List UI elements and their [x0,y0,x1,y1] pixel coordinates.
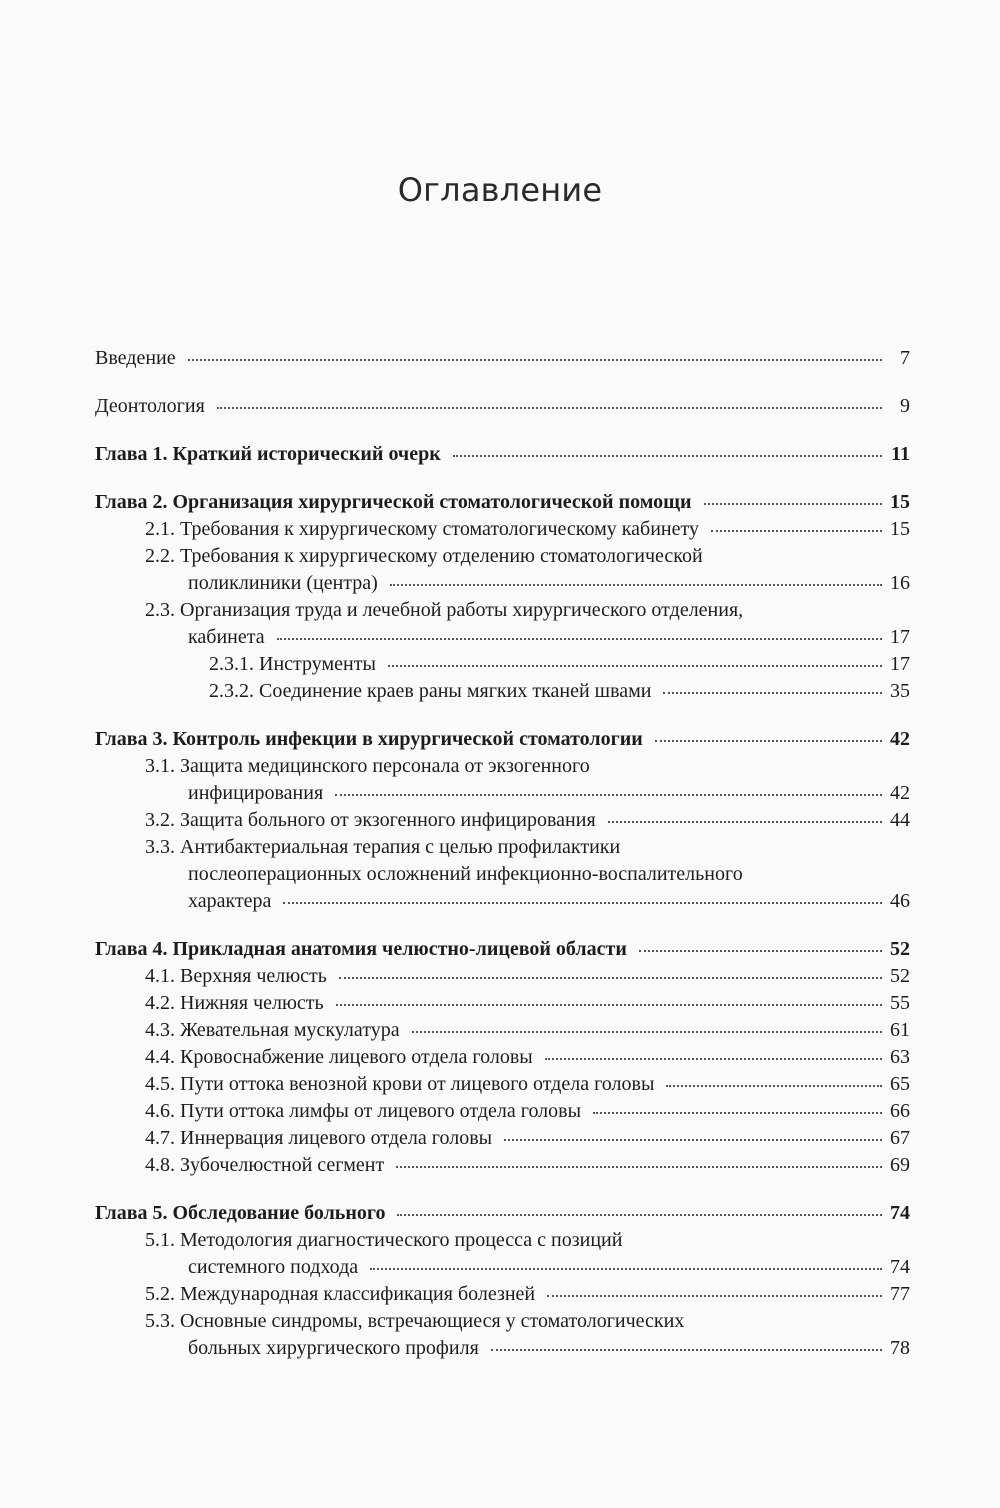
dot-leader [704,497,883,505]
toc-entry-line [145,624,910,651]
toc-entry-title: Глава 1. Краткий исторический очерк [95,443,441,465]
toc-entry-title: 4.7. Иннервация лицевого отдела головы [145,1127,493,1149]
toc-entry-title: 2.3. Организация труда и лечебной работы хирургического отделения, [145,599,744,621]
toc-entry-title: 4.4. Кровоснабжение лицевого отдела головы [145,1046,533,1068]
toc-entry-line [209,651,910,678]
dot-leader [390,578,882,586]
toc-entry-line [145,597,910,624]
toc-page-number: 44 [890,809,910,831]
toc-page-number: 15 [890,491,910,513]
table-of-contents [95,345,910,1362]
toc-page-number: 52 [890,965,910,987]
toc-entry-line [95,489,910,516]
toc-entry-title: Деонтология [95,395,205,417]
toc-entry-title: системного подхода [188,1256,359,1278]
toc-entry-title: Введение [95,347,176,369]
toc-entry [95,1044,910,1071]
toc-entry-line [145,1152,910,1179]
toc-entry-line [209,678,910,705]
toc-entry-line [145,990,910,1017]
toc-entry-line [145,1071,910,1098]
dot-leader [655,734,882,742]
toc-entry-line [95,345,910,372]
toc-entry-line [145,570,910,597]
toc-entry-title: 4.1. Верхняя челюсть [145,965,327,987]
toc-entry-title: 5.2. Международная классификация болезней [145,1283,536,1305]
toc-page-number: 61 [890,1019,910,1041]
toc-entry-line [145,1254,910,1281]
toc-page-number: 69 [890,1154,910,1176]
toc-entry-line [145,861,910,888]
toc-page-number: 74 [890,1202,910,1224]
toc-page-number: 17 [890,626,910,648]
dot-leader [504,1133,882,1141]
dot-leader [388,659,882,667]
dot-leader [370,1262,882,1270]
toc-entry-line [145,753,910,780]
toc-entry-line [145,1227,910,1254]
toc-entry [95,1098,910,1125]
toc-entry [95,1071,910,1098]
toc-entry-title: 4.2. Нижняя челюсть [145,992,324,1014]
toc-entry [95,1308,910,1362]
dot-leader [188,353,882,361]
dot-leader [639,944,882,952]
toc-entry-line [95,393,910,420]
toc-page-number: 16 [890,572,910,594]
toc-page-number: 17 [890,653,910,675]
toc-entry-title: 3.2. Защита больного от экзогенного инфицирования [145,809,596,831]
dot-leader [397,1208,882,1216]
toc-entry-title: больных хирургического профиля [188,1337,479,1359]
toc-page-number: 63 [890,1046,910,1068]
toc-entry-title: Глава 3. Контроль инфекции в хирургической стоматологии [95,728,643,750]
toc-entry [95,543,910,597]
toc-page-number: 74 [890,1256,910,1278]
toc-entry-title: 2.2. Требования к хирургическому отделению стоматологической [145,545,703,567]
dot-leader [666,1079,882,1087]
dot-leader [336,998,882,1006]
toc-entry-line [145,807,910,834]
toc-entry-line [145,1044,910,1071]
toc-entry-title: 2.3.2. Соединение краев раны мягких тканей швами [209,680,652,702]
toc-entry-title: 2.1. Требования к хирургическому стоматологическому кабинету [145,518,699,540]
toc-entry [95,1017,910,1044]
toc-entry-title: поликлиники (центра) [188,572,378,594]
toc-entry-title: Глава 5. Обследование больного [95,1202,386,1224]
toc-chapter [95,441,910,468]
toc-page-number: 52 [890,938,910,960]
toc-entry [95,651,910,678]
toc-entry-title: послеоперационных осложнений инфекционно-воспалительного [188,863,743,885]
toc-entry [95,516,910,543]
dot-leader [339,971,882,979]
dot-leader [547,1289,882,1297]
toc-entry-line [95,936,910,963]
toc-page-number: 55 [890,992,910,1014]
dot-leader [663,686,882,694]
toc-entry-line [95,726,910,753]
toc-page-number: 66 [890,1100,910,1122]
dot-leader [711,524,882,532]
toc-entry [95,1227,910,1281]
toc-entry-line [145,1335,910,1362]
toc-page-number: 35 [890,680,910,702]
toc-entry-title: Глава 2. Организация хирургической стоматологической помощи [95,491,692,513]
toc-entry-title: 3.1. Защита медицинского персонала от экзогенного [145,755,590,777]
toc-page-number: 9 [900,395,910,417]
toc-entry-title: Глава 4. Прикладная анатомия челюстно-лицевой области [95,938,627,960]
toc-page-number: 42 [890,728,910,750]
toc-entry [95,807,910,834]
dot-leader [453,449,882,457]
toc-entry [95,345,910,372]
toc-entry [95,834,910,915]
toc-entry [95,393,910,420]
toc-entry [95,1152,910,1179]
dot-leader [217,401,882,409]
toc-entry [95,597,910,651]
toc-chapter [95,936,910,963]
toc-entry [95,990,910,1017]
toc-page-number: 67 [890,1127,910,1149]
toc-entry-title: 4.8. Зубочелюстной сегмент [145,1154,385,1176]
toc-entry-line [145,1308,910,1335]
toc-entry-line [145,1281,910,1308]
toc-entry [95,1281,910,1308]
toc-page-number: 15 [890,518,910,540]
dot-leader [608,815,882,823]
toc-entry-title: 5.3. Основные синдромы, встречающиеся у стоматологических [145,1310,685,1332]
dot-leader [593,1106,882,1114]
toc-entry-line [145,516,910,543]
dot-leader [396,1160,882,1168]
toc-entry [95,1125,910,1152]
toc-entry-title: кабинета [188,626,265,648]
toc-page-number: 11 [891,443,910,465]
toc-page-number: 46 [890,890,910,912]
toc-entry-line [145,1125,910,1152]
toc-entry-title: 2.3.1. Инструменты [209,653,376,675]
toc-entry [95,753,910,807]
toc-entry-title: 4.5. Пути оттока венозной крови от лицевого отдела головы [145,1073,655,1095]
toc-chapter [95,489,910,516]
dot-leader [335,788,882,796]
toc-entry-title: 5.1. Методология диагностического процесса с позиций [145,1229,623,1251]
toc-entry-title: 4.3. Жевательная мускулатура [145,1019,400,1041]
toc-entry-line [95,1200,910,1227]
dot-leader [491,1343,882,1351]
toc-entry-line [145,963,910,990]
toc-page-number: 77 [890,1283,910,1305]
toc-page-number: 42 [890,782,910,804]
toc-page-number: 78 [890,1337,910,1359]
toc-entry-line [145,543,910,570]
dot-leader [545,1052,882,1060]
dot-leader [277,632,882,640]
dot-leader [412,1025,882,1033]
toc-chapter [95,1200,910,1227]
toc-entry-line [145,834,910,861]
toc-entry-title: 3.3. Антибактериальная терапия с целью профилактики [145,836,621,858]
toc-entry [95,963,910,990]
toc-entry-line [145,1098,910,1125]
toc-entry-title: инфицирования [188,782,324,804]
toc-chapter [95,726,910,753]
dot-leader [283,896,882,904]
toc-entry [95,678,910,705]
toc-entry-line [95,441,910,468]
toc-entry-line [145,888,910,915]
toc-entry-line [145,780,910,807]
toc-entry-line [145,1017,910,1044]
toc-entry-title: 4.6. Пути оттока лимфы от лицевого отдела головы [145,1100,582,1122]
page-title: Оглавление [397,171,603,210]
toc-page-number: 7 [900,347,910,369]
toc-entry-title: характера [188,890,272,912]
toc-page-number: 65 [890,1073,910,1095]
